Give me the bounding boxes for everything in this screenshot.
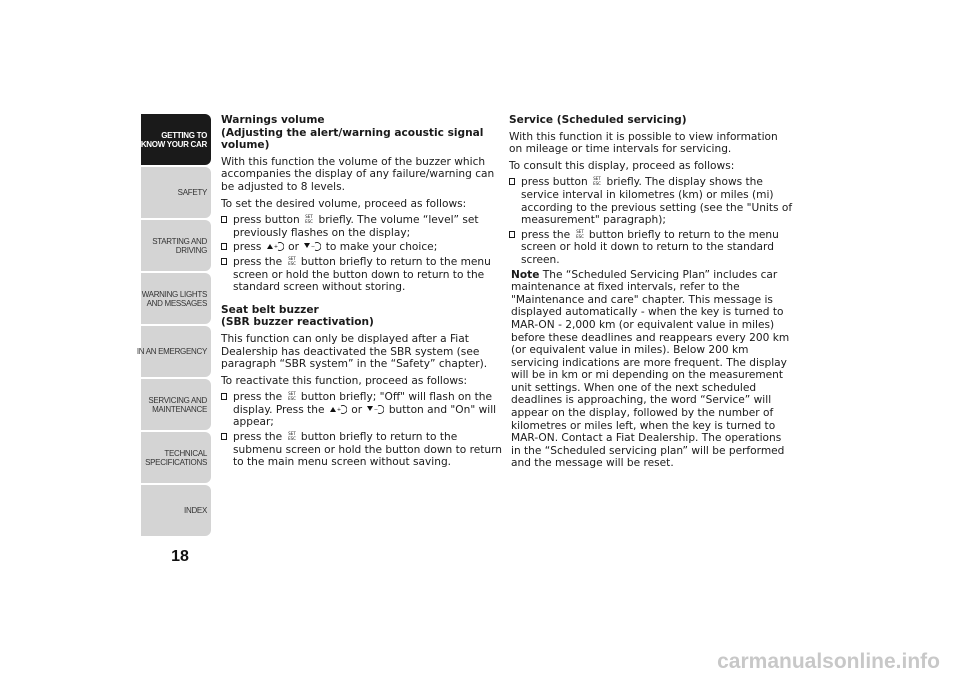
paragraph: This function can only be displayed after a Fiat Dealership has deactivated the SBR system (see paragraph “SBR system” in the “Safety” chapter).	[221, 332, 488, 371]
page-number: 18	[171, 548, 189, 565]
text: press button	[233, 214, 300, 227]
note-label: Note	[511, 268, 540, 281]
tab-label: GETTING TO	[161, 130, 207, 140]
tab-technical-specifications[interactable]	[141, 432, 211, 483]
tab-label: INDEX	[184, 506, 207, 515]
text: press the	[233, 255, 283, 268]
left-column	[221, 114, 505, 471]
down-minus-button-icon	[303, 241, 321, 251]
list-item	[221, 391, 505, 429]
tab-in-an-emergency[interactable]	[136, 326, 211, 377]
tab-label: DRIVING	[175, 245, 207, 255]
list-item	[509, 176, 793, 226]
footer-watermark: carmanualsonline.info	[717, 650, 940, 673]
checkbox-bullet-icon	[509, 231, 515, 238]
text: press the	[233, 391, 283, 404]
down-minus-button-icon	[366, 404, 384, 414]
list-item	[509, 229, 793, 267]
text: press the	[233, 431, 283, 444]
set-esc-button-icon	[287, 431, 297, 441]
tab-warning-lights[interactable]	[141, 273, 211, 324]
tab-label: AND MESSAGES	[146, 298, 207, 308]
chapter-sidebar	[136, 114, 211, 538]
text: button briefly to return to the menu screen or hold it down to return to the standard screen.	[521, 228, 779, 266]
list-item	[221, 256, 505, 294]
text: button and "On" will appear;	[233, 403, 497, 429]
list-item	[221, 214, 505, 239]
tab-label: IN AN EMERGENCY	[136, 347, 207, 356]
paragraph: To reactivate this function, proceed as follows:	[221, 374, 468, 387]
set-esc-button-icon	[575, 229, 585, 239]
tab-label: SERVICING AND	[148, 395, 207, 405]
up-plus-button-icon	[266, 241, 284, 251]
checkbox-bullet-icon	[221, 243, 227, 250]
tab-label: SPECIFICATIONS	[145, 457, 207, 467]
text: briefly. The display shows the service interval in kilometres (km) or miles (mi) according to the previous setting (see the "Units of measurement" paragraph);	[521, 176, 793, 227]
text: button briefly to return to the menu screen or hold the button down to return to the standard screen without storing.	[233, 255, 491, 294]
text: or	[288, 241, 299, 254]
text: or	[351, 403, 363, 416]
set-esc-button-icon	[304, 214, 314, 224]
checkbox-bullet-icon	[221, 393, 227, 400]
checkbox-bullet-icon	[221, 216, 227, 223]
up-plus-button-icon	[329, 404, 347, 414]
section-title: Service (Scheduled servicing)	[509, 114, 687, 126]
tab-label: SAFETY	[177, 188, 207, 197]
paragraph: To consult this display, proceed as follows:	[509, 159, 735, 172]
list-item	[221, 241, 505, 254]
right-column	[509, 114, 793, 474]
tab-label: KNOW YOUR CAR	[140, 139, 207, 149]
section-subtitle: (SBR buzzer reactivation)	[221, 316, 374, 329]
set-esc-button-icon	[592, 176, 602, 186]
set-esc-button-icon	[287, 256, 297, 266]
set-esc-button-icon	[287, 391, 297, 401]
text: press button	[521, 176, 588, 189]
paragraph: With this function the volume of the buzzer which accompanies the display of any failure/warning can be adjusted to 8 levels.	[221, 155, 495, 193]
tab-index[interactable]	[141, 485, 211, 536]
tab-servicing-and-maintenance[interactable]	[141, 379, 211, 430]
text: button briefly to return to the submenu screen or hold the button down to return to the main menu screen without saving.	[233, 431, 503, 469]
text: briefly. The volume “level” set previously flashes on the display;	[233, 214, 479, 239]
text: to make your choice;	[325, 241, 438, 254]
text: press	[233, 241, 262, 254]
section-title: Warnings volume	[221, 114, 325, 126]
paragraph: With this function it is possible to view information on mileage or time intervals for servicing.	[509, 130, 778, 156]
note-text: The “Scheduled Servicing Plan” includes car maintenance at fixed intervals, refer to the "Maintenance and care" chapter. This message is displayed automatically - when the key is turned to MAR-ON - 2,000 km (or equivalent value in miles) before these deadlines and reappears every 200 km (or equivalent value in miles). Below 200 km servicing indications are more frequent. The display will be in km or mi depending on the measurement unit settings. When one of the next scheduled deadlines is approaching, the word “Service” will appear on the display, followed by the number of kilometres or miles left, when the key is turned to MAR-ON. Contact a Fiat Dealership. The operations in the “Scheduled servicing plan” will be performed and the message will be reset.	[511, 268, 790, 470]
section-title: Seat belt buzzer	[221, 303, 319, 316]
tab-label: TECHNICAL	[164, 448, 207, 458]
text: button briefly; "Off" will flash on the display. Press the	[233, 391, 492, 416]
tab-safety[interactable]	[141, 167, 211, 218]
tab-starting-and-driving[interactable]	[141, 220, 211, 271]
tab-getting-to-know-your-car[interactable]	[141, 114, 211, 165]
checkbox-bullet-icon	[221, 258, 227, 265]
tab-label: MAINTENANCE	[152, 404, 207, 414]
list-item	[221, 431, 505, 469]
paragraph: To set the desired volume, proceed as follows:	[221, 197, 467, 210]
note-paragraph	[509, 269, 793, 471]
checkbox-bullet-icon	[509, 178, 515, 185]
tab-label: STARTING AND	[152, 236, 207, 246]
tab-label: WARNING LIGHTS	[141, 289, 207, 299]
checkbox-bullet-icon	[221, 433, 227, 440]
section-subtitle: (Adjusting the alert/warning acoustic signal volume)	[221, 126, 484, 152]
text: press the	[521, 228, 571, 241]
